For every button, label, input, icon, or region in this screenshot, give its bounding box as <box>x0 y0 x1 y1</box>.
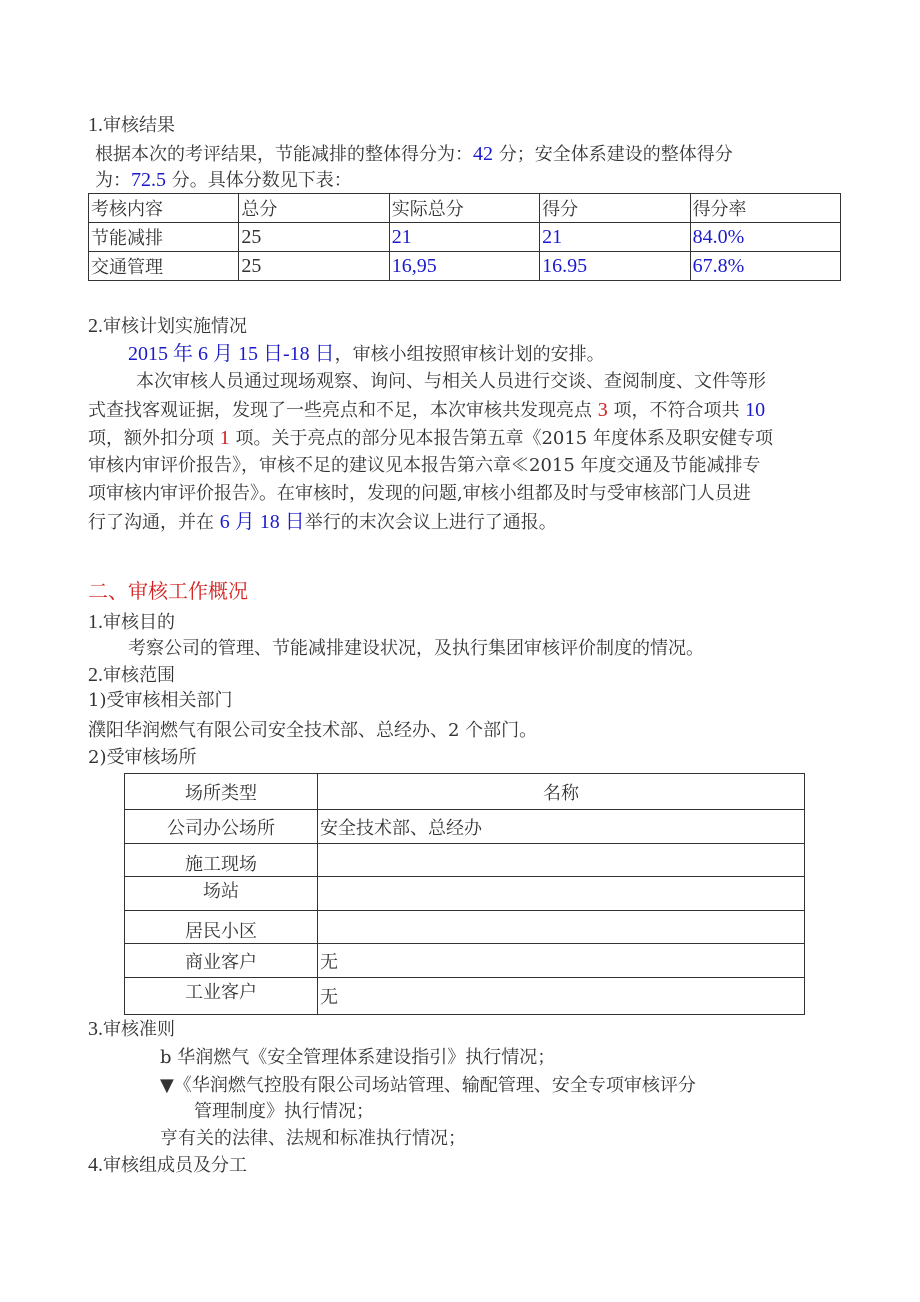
section-heading: 4.审核组成员及分工 <box>88 1154 247 1176</box>
table-row: 场站 <box>125 877 805 911</box>
sub-heading: 1)受审核相关部门 <box>88 690 233 711</box>
table-row: 工业客户 无 <box>125 978 805 1015</box>
paragraph-line: 行了沟通，并在 6 月 18 日举行的末次会议上进行了通报。 <box>88 511 557 533</box>
paragraph-line: 考察公司的管理、节能减排建设状况，及执行集团审核评价制度的情况。 <box>128 638 704 659</box>
table-header-row: 考核内容 总分 实际总分 得分 得分率 <box>89 194 841 223</box>
section-heading: 1.审核目的 <box>88 611 175 633</box>
list-item: ▼《华润燃气控股有限公司场站管理、输配管理、安全专项审核评分 <box>160 1075 696 1096</box>
table-row: 商业客户 无 <box>125 944 805 978</box>
paragraph-line: 濮阳华润燃气有限公司安全技术部、总经办、2 个部门。 <box>88 720 538 741</box>
table-header-row: 场所类型 名称 <box>125 774 805 810</box>
paragraph-line: 式查找客观证据，发现了一些亮点和不足，本次审核共发现亮点 3 项，不符合项共 10 <box>88 399 766 421</box>
section-heading: 2.审核计划实施情况 <box>88 315 247 337</box>
table-row: 公司办公场所 安全技术部、总经办 <box>125 810 805 844</box>
sub-heading: 2)受审核场所 <box>88 747 197 768</box>
score-table <box>88 193 841 281</box>
list-item-continuation: 管理制度》执行情况； <box>194 1101 374 1122</box>
paragraph-line: 审核内审评价报告》，审核不足的建议见本报告第六章≪2015 年度交通及节能减排专 <box>88 455 761 476</box>
audit-date: 2015 年 6 月 15 日-18 日 <box>128 343 335 365</box>
paragraph-line: 为：72.5 分。具体分数见下表： <box>95 169 352 191</box>
paragraph-line: 项，额外扣分项 1 项。关于亮点的部分见本报告第五章《2015 年度体系及职安健专项 <box>88 427 773 449</box>
table-row: 节能减排 25 21 21 84.0% <box>89 223 841 252</box>
table-row: 居民小区 <box>125 911 805 944</box>
paragraph-line: 项审核内审评价报告》。在审核时，发现的问题,审核小组都及时与受审核部门人员进 <box>88 483 751 504</box>
list-item: b 华润燃气《安全管理体系建设指引》执行情况； <box>160 1047 556 1068</box>
score-energy: 42 <box>473 143 493 165</box>
table-row: 交通管理 25 16,95 16.95 67.8% <box>89 252 841 281</box>
table-row: 施工现场 <box>125 844 805 877</box>
section-heading: 2.审核范围 <box>88 664 175 686</box>
paragraph-line: 2015 年 6 月 15 日-18 日，审核小组按照审核计划的安排。 <box>128 343 605 365</box>
list-item: 亨有关的法律、法规和标准执行情况； <box>160 1128 466 1149</box>
section-heading: 3.审核准则 <box>88 1018 175 1040</box>
paragraph-line: 本次审核人员通过现场观察、询问、与相关人员进行交谈、查阅制度、文件等形 <box>136 371 766 392</box>
paragraph-line: 根据本次的考评结果，节能减排的整体得分为：42 分；安全体系建设的整体得分 <box>95 143 733 165</box>
score-safety: 72.5 <box>131 169 166 191</box>
chapter-heading: 二、审核工作概况 <box>88 579 248 603</box>
site-table <box>124 773 805 1015</box>
section-heading: 1.审核结果 <box>88 114 175 136</box>
